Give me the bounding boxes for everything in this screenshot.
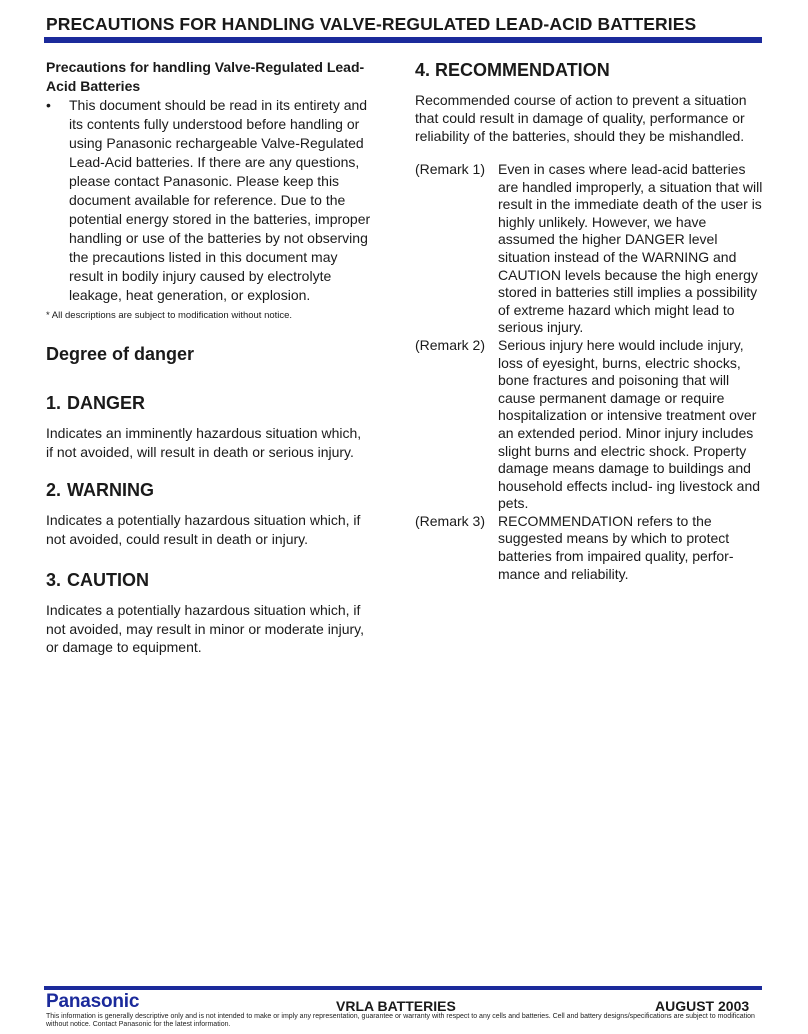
remark-text: Even in cases where lead-acid batteries are handled improperly, a situation that will result in the immediate death of the user is highly unlikely. However, we have assumed the higher DANGER level situation instead of the WARNING and CAUTION levels because the high energy stored in batteries still implies a possibility of extreme hazard which might lead to serious injury.: [498, 161, 763, 336]
footer-disclaimer: This information is generally descriptive only and is not intended to make or imply any representation, guarantee or warranty with respect to any cells and batteries. Cell and battery designs/specifications are subject to modification without notice. Contact Panasonic for the latest information.: [46, 1013, 755, 1028]
remarks-list: [415, 161, 763, 583]
bullet-icon: •: [46, 97, 51, 113]
remark-item: [415, 513, 763, 583]
warning-text: Indicates a potentially hazardous situation which, if not avoided, could result in death or injury.: [46, 512, 361, 547]
page-title: PRECAUTIONS FOR HANDLING VALVE-REGULATED LEAD-ACID BATTERIES: [46, 14, 697, 34]
caution-text: Indicates a potentially hazardous situation which, if not avoided, may result in minor or moderate injury, or damage to equipment.: [46, 602, 364, 655]
caution-title: CAUTION: [67, 570, 150, 590]
remark-label: (Remark 2): [415, 336, 486, 353]
danger-text: Indicates an imminently hazardous situation which, if not avoided, will result in death or serious injury.: [46, 425, 362, 460]
intro-heading: Precautions for handling Valve-Regulated Lead-Acid Batteries: [46, 59, 365, 94]
degree-heading: Degree of danger: [46, 344, 195, 364]
warning-title: WARNING: [67, 480, 155, 500]
warning-number: 2.: [46, 480, 62, 500]
remark-item: [415, 161, 763, 337]
recommendation-heading: [415, 58, 763, 82]
warning-heading: [46, 478, 372, 502]
panasonic-logo: Panasonic: [46, 991, 140, 1012]
remark-text: Serious injury here would include injury, loss of eyesight, burns, electric shocks, bone fractures and poisoning that will cause permanent damage or require hospitalization or intensive treatment over an extended period. Minor injury includes slight burns and electric shock. Property damage means damage to buildings and household effects includ- ing livestock and pets.: [498, 336, 761, 512]
footer-divider: [44, 986, 762, 990]
right-column: [415, 58, 763, 583]
footer-product: VRLA BATTERIES: [336, 998, 456, 1014]
recommendation-text: Recommended course of action to prevent a situation that could result in damage of quality, performance or reliability of the batteries, should they be mishandled.: [415, 92, 747, 144]
footer-date: AUGUST 2003: [655, 998, 750, 1014]
danger-number: 1.: [46, 393, 62, 413]
danger-title: DANGER: [67, 393, 146, 413]
danger-heading: [46, 391, 372, 415]
caution-heading: [46, 568, 372, 592]
left-column: [46, 58, 372, 657]
remark-label: (Remark 1): [415, 161, 486, 177]
intro-footnote: * All descriptions are subject to modification without notice.: [46, 310, 293, 321]
title-divider: [44, 37, 762, 43]
caution-number: 3.: [46, 570, 62, 590]
remark-label: (Remark 3): [415, 512, 486, 529]
intro-bullet-text: This document should be read in its entirety and its contents fully understood before handling or using Panasonic rechargeable Valve-Regulated Lead-Acid batteries. If there are any questions, please contact Panasonic. Please keep this document available for reference. Due to the potential energy stored in the batteries, improper handling or use of the batteries by not observing the precautions listed in this document may result in bodily injury caused by electrolyte leakage, heat generation, or explosion.: [69, 97, 371, 303]
recommendation-number: 4.: [415, 60, 431, 80]
recommendation-title: RECOMMENDATION: [435, 60, 610, 80]
remark-item: [415, 337, 763, 513]
intro-bullet: [46, 96, 372, 305]
remark-text: RECOMMENDATION refers to the suggested means by which to protect batteries from impaired quality, perfor- mance and reliability.: [498, 512, 734, 582]
